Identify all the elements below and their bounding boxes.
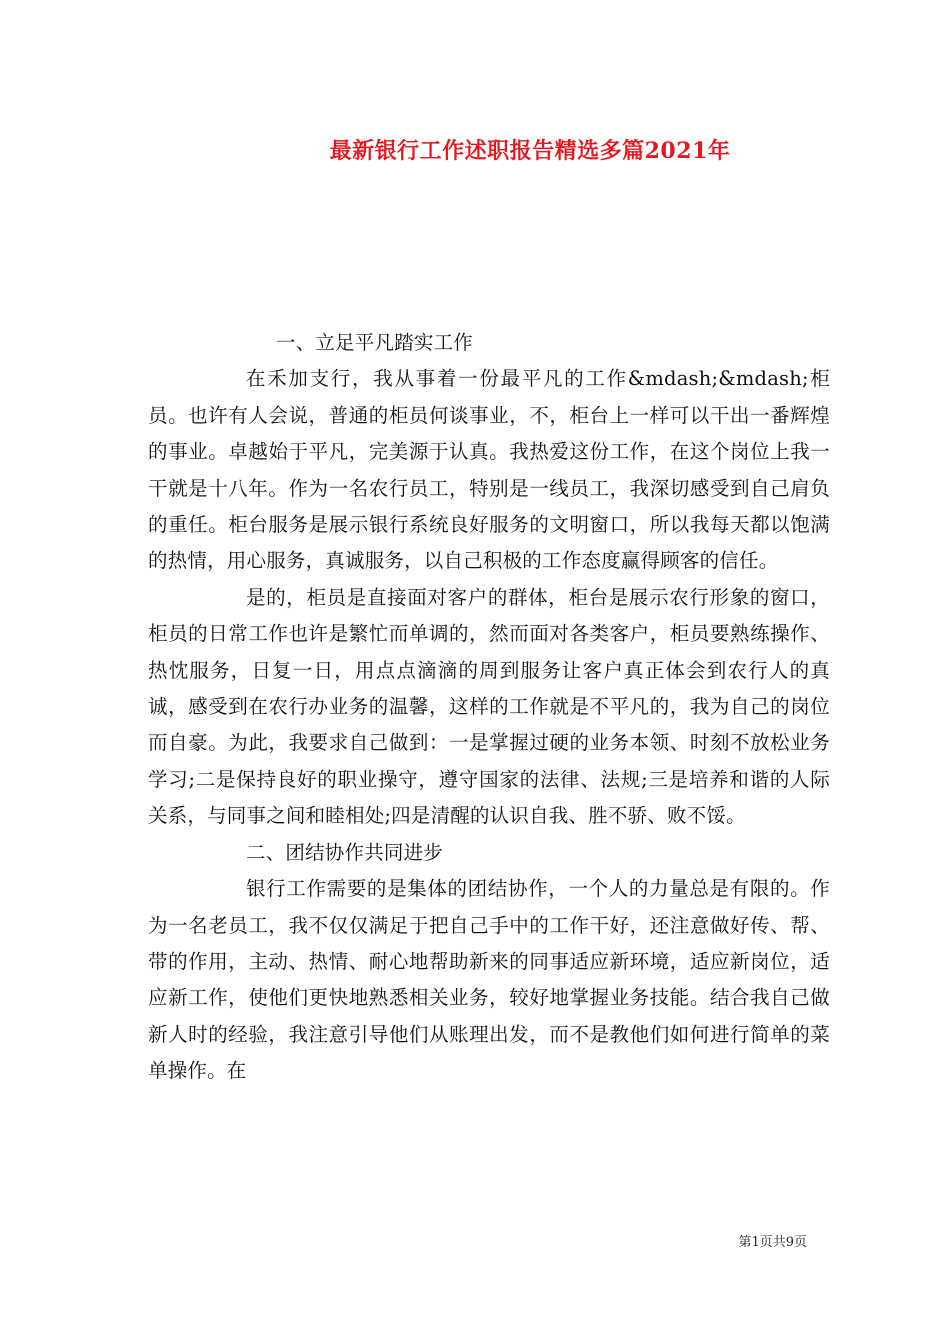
paragraph-2: 是的，柜员是直接面对客户的群体，柜台是展示农行形象的窗口，柜员的日常工作也许是繁忙而单调的，然而面对各类客户，柜员要熟练操作、热忱服务，日复一日，用点点滴滴的周到服务让客户真正体会到农行人的真诚，感受到在农行办业务的温馨，这样的工作就是不平凡的，我为自己的岗位而自豪。为此，我要求自己做到：一是掌握过硬的业务本领、时刻不放松业务学习;二是保持良好的职业操守，遵守国家的法律、法规;三是培养和谐的人际关系，与同事之间和睦相处;四是清醒的认识自我、胜不骄、败不馁。 <box>148 585 830 828</box>
page-footer: 第1页共9页 <box>738 1235 807 1250</box>
paragraph-1: 在禾加支行，我从事着一份最平凡的工作&mdash;&mdash;柜员。也许有人会说，普通的柜员何谈事业，不，柜台上一样可以干出一番辉煌的事业。卓越始于平凡，完美源于认真。我热爱这份工作，在这个岗位上我一干就是十八年。作为一名农行员工，特别是一线员工，我深切感受到自己肩负的重任。柜台服务是展示银行系统良好服务的文明窗口，所以我每天都以饱满的热情，用心服务，真诚服务，以自己积极的工作态度赢得顾客的信任。 <box>148 367 830 573</box>
paragraph-3: 银行工作需要的是集体的团结协作，一个人的力量总是有限的。作为一名老员工，我不仅仅满足于把自己手中的工作干好，还注意做好传、帮、带的作用，主动、热情、耐心地帮助新来的同事适应新环境，适应新岗位，适应新工作，使他们更快地熟悉相关业务，较好地掌握业务技能。结合我自己做新人时的经验，我注意引导他们从账理出发，而不是教他们如何进行简单的菜单操作。在 <box>148 877 830 1083</box>
section-heading-1: 一、立足平凡踏实工作 <box>276 331 474 354</box>
section-heading-2: 二、团结协作共同进步 <box>246 840 444 864</box>
document-body <box>148 325 830 1090</box>
document-title: 最新银行工作述职报告精选多篇2021年 <box>329 138 731 164</box>
